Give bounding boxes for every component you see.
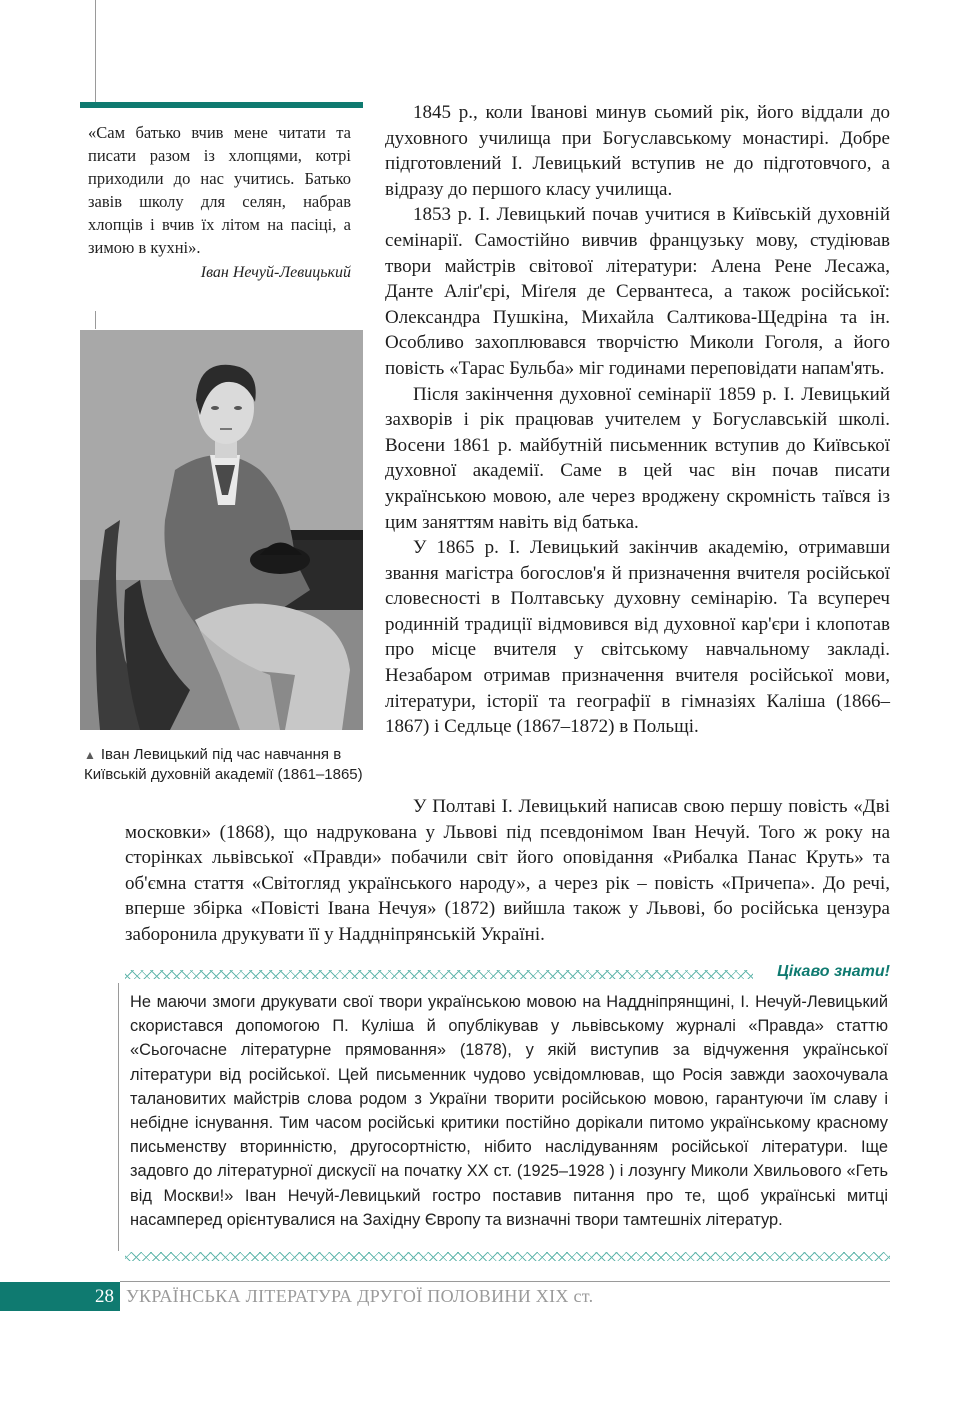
quote-text: «Сам батько вчив мене читати та писати разом із хлопцями, котрі приходили до нас учитись. Батько завів школу для селян, набрав хлопців і вчив їх літом на пасіці, а зимою в кухні». (88, 123, 351, 257)
paragraph-1: 1845 р., коли Іванові минув сьомий рік, його віддали до духовного училища при Богуславському монастирі. Добре підготовлений І. Левицький вступив не до підготовчого, а відразу до першого класу училища. (385, 102, 890, 200)
paragraph-4: У 1865 р. І. Левицький закінчив академію, отримавши звання магістра богослов'я й призначення вчителя російської словесності в Полтавську духовну семінарію. Та всупереч родинній традиції відмовився від духовної кар'єри і клопотав про місце вчителя у світському навчальному закладі. Незабаром отримав призначення вчителя російської мови, літератури, історії та географії в гімназіях Каліша (1866–1867) і Седльце (1867–1872) в Польщі. (385, 537, 890, 738)
fact-box-text: Не маючи змоги друкувати свої твори українською мовою на Наддніпрянщині, І. Нечуй-Левицький скористався допомогою П. Куліша й опублікував у львівському журналі «Правда» статтю «Сьогочасне літературне прямовання» (1878), у якій виступив за відчуження української літератури від російської. Цей письменник чудово усвідомлював, що Росія завжди заохочувала талановитих майстрів слова родом з України творити російською мовою, гарантуючи їм славу і небідне існування. Тим часом російські критики постійно дорікали питомо українському красному письменству вторинністю, другосортністю, нібито наслідуванням російської літератури. Іще задовго до літературної дискусії на початку ХХ ст. (1925–1928 ) і лозунгу Миколи Хвильового «Геть від Москви!» Іван Нечуй-Левицький гостро поставив питання про те, щоб українські митці насамперед орієнтувалися на Західну Європу та визначні твори тамтешніх літератур. (130, 993, 888, 1229)
caption-text: Іван Левицький під час навчання в Київській духовній академії (1861–1865) (84, 746, 363, 783)
photo-caption (84, 745, 364, 785)
fact-box (130, 990, 888, 1232)
margin-rule-mid (95, 311, 96, 329)
page-number: 28 (0, 1282, 120, 1311)
fact-box-title: Цікаво знати! (777, 963, 890, 980)
quote-accent-bar (80, 102, 363, 108)
fact-box-rule (118, 983, 119, 1251)
triangle-marker-icon: ▲ (84, 748, 96, 762)
main-text-column (385, 100, 890, 740)
wide-text-block (125, 794, 890, 948)
portrait-photo (80, 330, 363, 730)
paragraph-5: У Полтаві І. Левицький написав свою першу повість «Дві московки» (1868), що надрукована у Львові під псевдонімом Іван Нечуй. Того ж року на сторінках львівської «Правди» побачили світ його оповідання «Рибалка Панас Круть» та об'ємна стаття «Світогляд українського народу», а через рік – повість «Причепа». До речі, вперше збірка «Повісті Івана Нечуя» (1872) вийшла також у Львові, бо російська цензура заборонила друкувати її у Наддніпрянській Україні. (125, 796, 890, 945)
margin-rule-top (95, 0, 96, 102)
fact-pattern-top (125, 970, 753, 979)
paragraph-2: 1853 р. І. Левицький почав учитися в Київській духовній семінарії. Самостійно вивчив французьку мову, студіював твори майстрів світової літератури: Алена Рене Лесажа, Данте Аліґ'єрі, Міґеля де Сервантеса, а також російської: Олександра Пушкіна, Михайла Салтикова-Щедріна та ін. Особливо захоплювався творчістю Миколи Гоголя, а його повість «Тарас Бульба» міг годинами переповідати напам'ять. (385, 204, 890, 379)
paragraph-3: Після закінчення духовної семінарії 1859 р. І. Левицький захворів і рік працював учителем у Богуславській школі. Восени 1861 р. майбутній письменник вступив до Київської духовної академії. Саме в цей час він почав писати українською мовою, але через вроджену скромність таївся із цим заняттям навіть від батька. (385, 383, 890, 533)
quote-author: Іван Нечуй-Левицький (200, 264, 351, 281)
fact-pattern-bottom (125, 1252, 890, 1261)
epigraph-quote (88, 121, 351, 284)
running-footer-title: УКРАЇНСЬКА ЛІТЕРАТУРА ДРУГОЇ ПОЛОВИНИ ХІХ ст. (126, 1286, 594, 1306)
portrait-illustration (80, 330, 363, 730)
